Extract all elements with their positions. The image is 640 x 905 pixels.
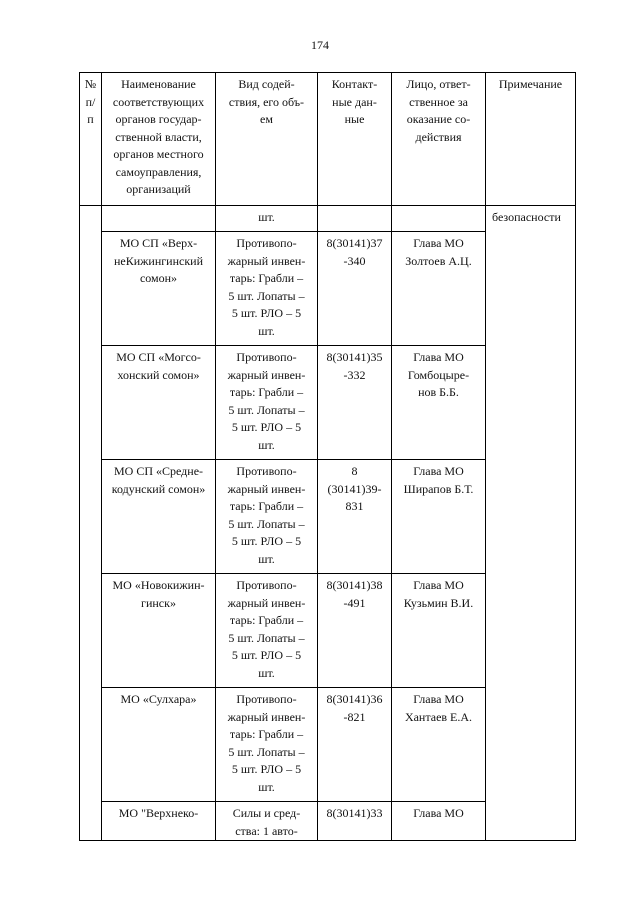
table-header-row bbox=[80, 73, 576, 206]
cell-contacts: 8 (30141)39- 831 bbox=[318, 460, 392, 574]
table-row-cut bbox=[80, 802, 576, 841]
header-responsible: Лицо, ответ- ственное за оказание со- действия bbox=[392, 73, 486, 206]
cell-number bbox=[80, 460, 102, 574]
header-number: № п/ п bbox=[80, 73, 102, 206]
cell-number bbox=[80, 574, 102, 688]
header-assistance: Вид содей- ствия, его объ- ем bbox=[216, 73, 318, 206]
cell-contacts: 8(30141)38 -491 bbox=[318, 574, 392, 688]
cell-contacts bbox=[318, 206, 392, 232]
cell-organization: МО СП «Средне- кодунский сомон» bbox=[102, 460, 216, 574]
table-row bbox=[80, 574, 576, 688]
cell-responsible: Глава МО Гомбоцыре- нов Б.Б. bbox=[392, 346, 486, 460]
cell-organization: МО "Верхнеко- bbox=[102, 802, 216, 841]
cell-contacts: 8(30141)37 -340 bbox=[318, 232, 392, 346]
cell-number bbox=[80, 206, 102, 232]
cell-note bbox=[486, 688, 576, 802]
cell-number bbox=[80, 346, 102, 460]
cell-responsible: Глава МО Ширапов Б.Т. bbox=[392, 460, 486, 574]
cell-assistance: Противопо- жарный инвен- тарь: Грабли – 5 шт. Лопаты – 5 шт. РЛО – 5 шт. bbox=[216, 688, 318, 802]
cell-responsible bbox=[392, 206, 486, 232]
cell-responsible: Глава МО Кузьмин В.И. bbox=[392, 574, 486, 688]
cell-note bbox=[486, 460, 576, 574]
cell-note bbox=[486, 574, 576, 688]
cell-contacts: 8(30141)33 bbox=[318, 802, 392, 841]
table-row bbox=[80, 460, 576, 574]
header-organization: Наименование соответствующих органов государ- ственной власти, органов местного самоуправления, организаций bbox=[102, 73, 216, 206]
cell-note bbox=[486, 802, 576, 841]
cell-organization: МО «Сулхара» bbox=[102, 688, 216, 802]
cell-contacts: 8(30141)35 -332 bbox=[318, 346, 392, 460]
cell-organization: МО СП «Верх- неКижингинский сомон» bbox=[102, 232, 216, 346]
cell-assistance: Противопо- жарный инвен- тарь: Грабли – 5 шт. Лопаты – 5 шт. РЛО – 5 шт. bbox=[216, 574, 318, 688]
page-number: 174 bbox=[311, 38, 329, 52]
cell-assistance: Силы и сред- ства: 1 авто- bbox=[216, 802, 318, 841]
cell-responsible: Глава МО Хантаев Е.А. bbox=[392, 688, 486, 802]
header-contacts: Контакт- ные дан- ные bbox=[318, 73, 392, 206]
assistance-table bbox=[79, 72, 576, 841]
cell-note bbox=[486, 346, 576, 460]
cell-organization: МО СП «Могсо- хонский сомон» bbox=[102, 346, 216, 460]
cell-note: безопасности bbox=[486, 206, 576, 232]
cell-responsible: Глава МО bbox=[392, 802, 486, 841]
cell-number bbox=[80, 232, 102, 346]
cell-assistance: Противопо- жарный инвен- тарь: Грабли – 5 шт. Лопаты – 5 шт. РЛО – 5 шт. bbox=[216, 232, 318, 346]
cell-contacts: 8(30141)36 -821 bbox=[318, 688, 392, 802]
cell-organization: МО «Новокижин- гинск» bbox=[102, 574, 216, 688]
cell-assistance: шт. bbox=[216, 206, 318, 232]
header-note: Примечание bbox=[486, 73, 576, 206]
table-row bbox=[80, 346, 576, 460]
cell-assistance: Противопо- жарный инвен- тарь: Грабли – 5 шт. Лопаты – 5 шт. РЛО – 5 шт. bbox=[216, 346, 318, 460]
cell-organization bbox=[102, 206, 216, 232]
cell-assistance: Противопо- жарный инвен- тарь: Грабли – 5 шт. Лопаты – 5 шт. РЛО – 5 шт. bbox=[216, 460, 318, 574]
table-row bbox=[80, 232, 576, 346]
table-row-continuation bbox=[80, 206, 576, 232]
cell-responsible: Глава МО Золтоев А.Ц. bbox=[392, 232, 486, 346]
cell-number bbox=[80, 802, 102, 841]
table-row bbox=[80, 688, 576, 802]
cell-note bbox=[486, 232, 576, 346]
cell-number bbox=[80, 688, 102, 802]
